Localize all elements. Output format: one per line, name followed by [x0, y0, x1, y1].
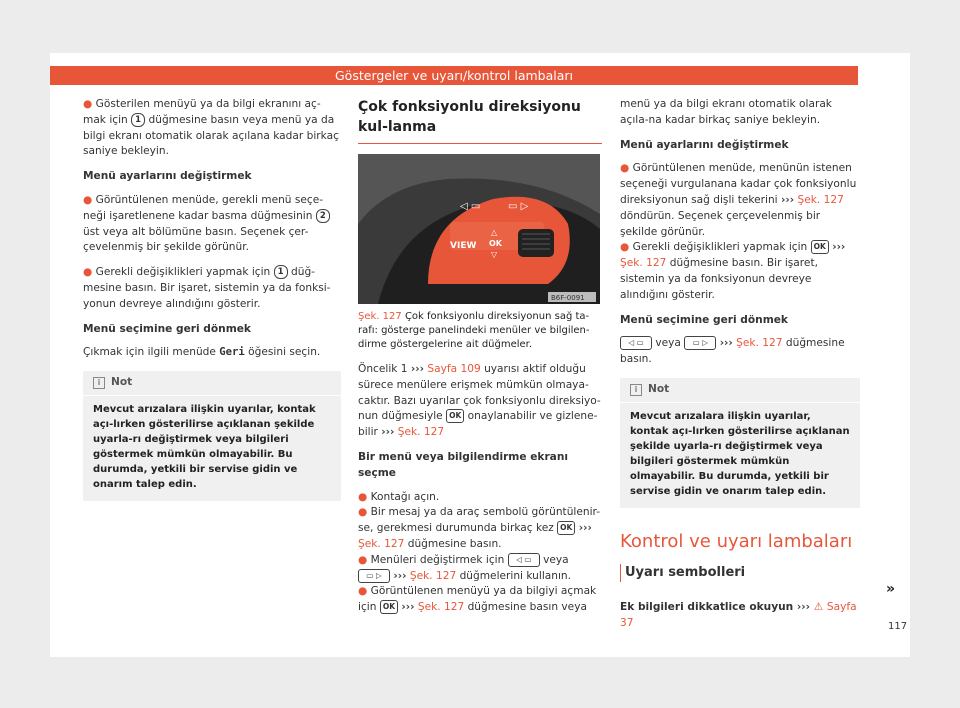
paragraph: Öncelik 1 ››› Sayfa 109 uyarısı aktif olduğu sürece menülere erişmek mümkün olmaya-caktır. Bazı uyarılar çok fonksiyonlu direksiyo-nun düğmesiyle OK onaylanabilir ve gizlene-bilir ››› Şek. 127	[358, 363, 601, 439]
heading-menu-back: Menü seçimine geri dönmek	[83, 322, 251, 335]
figure-ref-link[interactable]: Şek. 127	[736, 337, 783, 350]
figure-caption: Şek. 127 Çok fonksiyonlu direksiyonun sağ ta-rafı: gösterge panelindeki menüler ve bilgilen-dirme göstergelerine ait düğmeler.	[358, 311, 590, 350]
left-arrow-button-icon: ◁ ▭	[508, 553, 540, 567]
heading-select-menu: Bir menü veya bilgilendirme ekranı seçme	[358, 450, 568, 479]
bullet-icon: ●	[83, 193, 93, 206]
svg-text:▽: ▽	[491, 250, 498, 259]
figure-ref-link[interactable]: Şek. 127	[397, 426, 445, 439]
paragraph: ● Gösterilen menüyü ya da bilgi ekranını aç-mak için 1 düğmesine basın veya menü ya da bilgi ekranı otomatik olarak açılana kadar birkaç saniye bekleyin.	[83, 98, 339, 158]
bullet-icon: ●	[358, 490, 368, 503]
ok-button-icon: OK	[557, 521, 575, 535]
heading-menu-change: Menü ayarlarını değiştirmek	[83, 170, 252, 183]
left-arrow-button-icon: ◁ ▭	[620, 336, 652, 350]
steering-wheel-photo	[358, 154, 600, 304]
section-title: Çok fonksiyonlu direksiyonu kul-lanma	[358, 97, 602, 144]
right-arrow-button-icon: ▭ ▷	[358, 569, 390, 583]
note-body: Mevcut arızalara ilişkin uyarılar, kontak açı-lırken gösterilirse açıklanan şekilde uyarla-rı değiştirmek veya bilgileri göstermek mümkün olmayabilir. Bu durumda, yetkili bir servise gidin ve onarım talep edin.	[93, 403, 316, 490]
page-ref-link[interactable]: Sayfa 109	[427, 363, 481, 375]
subsection-title: Uyarı sembolleri	[620, 564, 860, 582]
paragraph: menü ya da bilgi ekranı otomatik olarak açıla-na kadar birkaç saniye bekleyin.	[620, 98, 832, 126]
bullet-icon: ●	[358, 585, 368, 598]
bullet-icon: ●	[83, 266, 93, 279]
steering-wheel-illustration	[358, 154, 600, 304]
note-title: Not	[111, 376, 133, 389]
note-box	[83, 371, 341, 501]
info-icon: i	[630, 384, 642, 396]
ok-button-icon: OK	[446, 409, 464, 423]
right-arrow-button-icon: ▭ ▷	[684, 336, 716, 350]
list-item: ● Menüleri değiştirmek için ◁ ▭ veya ▭ ▷ ››› Şek. 127 düğmelerini kullanın.	[358, 553, 572, 582]
column-1	[83, 97, 341, 501]
heading-menu-change: Menü ayarlarını değiştirmek	[620, 138, 789, 151]
paragraph: ◁ ▭ veya ▭ ▷ ››› Şek. 127 düğmesine basın.	[620, 337, 845, 366]
paragraph: ● Görüntülenen menüde, gerekli menü seçe-neği işaretlenene kadar basma düğmesinin 2 üst veya alt bölümüne basın. Seçenek çer-çevelenmiş bir şekilde görünür.	[83, 193, 341, 256]
number-badge: 1	[274, 265, 288, 279]
continued-icon: »	[886, 581, 896, 597]
chapter-title: Kontrol ve uyarı lambaları	[620, 530, 853, 552]
figure-ref-link[interactable]: Şek. 127	[797, 193, 844, 206]
number-badge: 1	[131, 113, 145, 127]
list-item: ● Kontağı açın.	[358, 490, 440, 503]
menu-item-geri: Geri	[219, 346, 245, 359]
svg-text:△: △	[491, 228, 498, 237]
ok-button-icon: OK	[380, 600, 398, 614]
figure-ref-link[interactable]: Şek. 127	[409, 569, 457, 582]
bullet-icon: ●	[620, 162, 630, 175]
paragraph: Ek bilgileri dikkatlice okuyun ››› ⚠ Sayfa 37	[620, 600, 857, 629]
column-2	[358, 97, 602, 616]
bullet-icon: ●	[358, 553, 368, 566]
svg-text:▭ ▷: ▭ ▷	[508, 201, 529, 212]
page-header: Göstergeler ve uyarı/kontrol lambaları	[50, 66, 858, 85]
column-3	[620, 97, 860, 631]
view-label: VIEW	[450, 241, 477, 251]
info-icon: i	[93, 377, 105, 389]
figure-ref-link[interactable]: Şek. 127	[620, 257, 667, 270]
list-item: ● Gerekli değişiklikleri yapmak için OK ››› Şek. 127 düğmesine basın. Bir işaret, sistemin ya da fonksiyonun devreye alındığını gösterir.	[620, 241, 846, 301]
figure-ref-link[interactable]: Şek. 127	[358, 537, 405, 550]
photo-code: B6F-0091	[551, 294, 585, 302]
list-item: ● Görüntülenen menüde, menünün istenen seçeneği vurgulanana kadar çok fonksiyonlu direksiyonun sağ dişli tekerini ››› Şek. 127 döndürün. Seçenek çerçevelenmiş bir şekilde görünür.	[620, 162, 857, 238]
ok-label: OK	[489, 239, 502, 248]
note-title: Not	[648, 382, 670, 395]
bullet-icon: ●	[358, 506, 368, 519]
ok-button-icon: OK	[811, 240, 829, 254]
bullet-icon: ●	[83, 98, 93, 110]
page	[50, 53, 910, 657]
note-box	[620, 378, 860, 508]
warning-book-icon: ⚠	[813, 600, 824, 613]
svg-text:◁ ▭: ◁ ▭	[460, 201, 481, 212]
figure-ref-link[interactable]: Şek. 127	[417, 601, 465, 614]
page-ref-link[interactable]: Sayfa 37	[620, 600, 857, 629]
number-badge: 2	[316, 209, 330, 223]
figure-ref: Şek. 127	[358, 311, 402, 322]
paragraph: ● Gerekli değişiklikleri yapmak için 1 düğ-mesine basın. Bir işaret, sistemin ya da fonksi-yonun devreye alındığını gösterir.	[83, 266, 331, 310]
page-number: 117	[888, 621, 908, 632]
note-body: Mevcut arızalara ilişkin uyarılar, kontak açı-lırken gösterilirse açıklanan şekilde uyarla-rı değiştirmek veya bilgileri göstermek mümkün olmayabilir. Bu durumda, yetkili bir servise gidin ve onarım talep edin.	[630, 410, 850, 497]
paragraph: Çıkmak için ilgili menüde Geri öğesini seçin.	[83, 346, 321, 359]
heading-menu-back: Menü seçimine geri dönmek	[620, 313, 788, 326]
list-item: ● Bir mesaj ya da araç sembolü görüntülenir-se, gerekmesi durumunda birkaç kez OK ››› Şek. 127 düğmesine basın.	[358, 506, 601, 550]
bullet-icon: ●	[620, 241, 630, 254]
list-item: ● Görüntülenen menüyü ya da bilgiyi açmak için OK ››› Şek. 127 düğmesine basın veya	[358, 585, 597, 614]
